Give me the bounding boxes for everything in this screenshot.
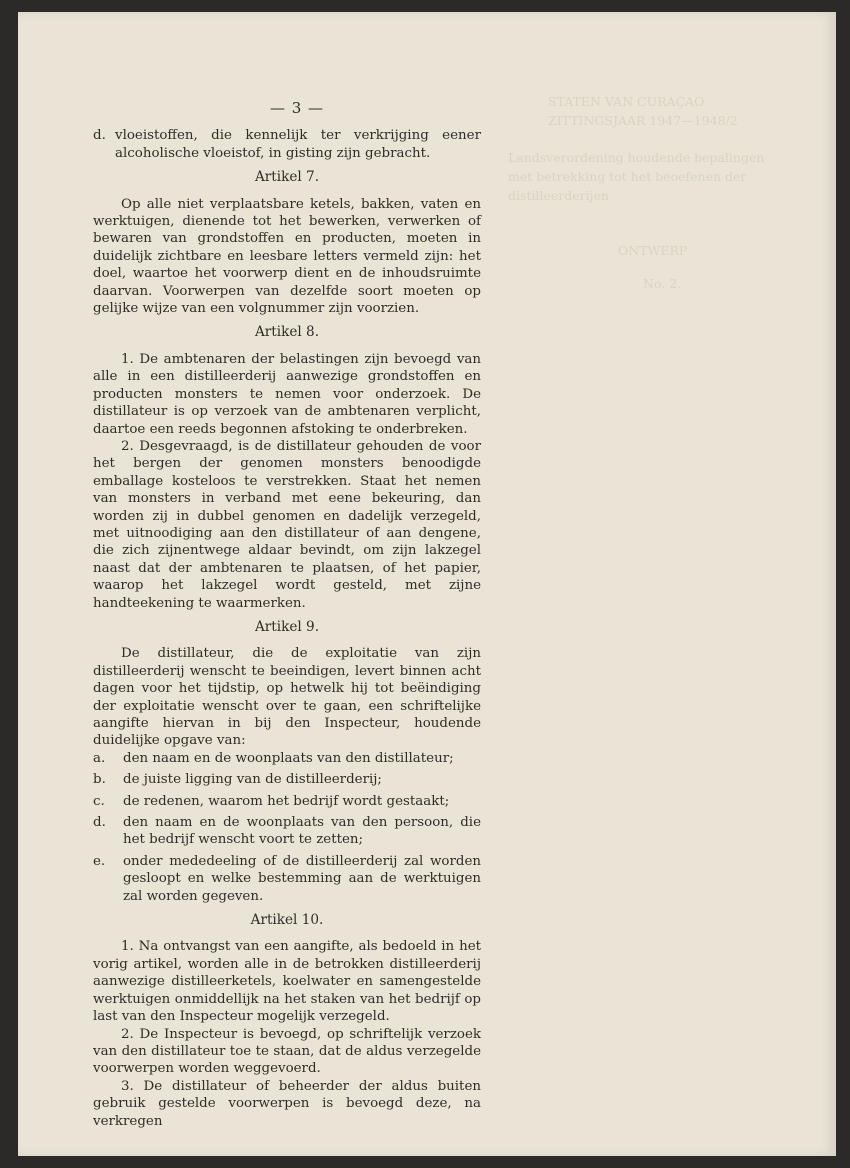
- article-paragraph: 2. Desgevraagd, is de distillateur gehouden de voor het bergen der genomen monsters benoodigde emballage kosteloos te verstrekken. Staat het nemen van monsters in verband met eene bekeuring, dan worden zij in dubbel genomen en dadelijk verzegeld, met uitnoodiging aan den distillateur of aan dengene, die zich zijnentwege aldaar bevindt, om zijn lakzegel naast dat der ambtenaren te plaatsen, of het papier, waarop het lakzegel wordt gesteld, met zijne handteekening te waarmerken.: [93, 438, 481, 611]
- page-number: — 3 —: [269, 99, 325, 117]
- item-label: d.: [93, 815, 106, 831]
- bleed-through-text: [508, 92, 828, 293]
- bleed-line: met betrekking tot het beoefenen der: [508, 169, 747, 184]
- bleed-line: ONTWERP: [618, 243, 688, 258]
- article-paragraph: 1. Na ontvangst van een aangifte, als bedoeld in het vorig artikel, worden alle in de betrokken distilleerderij aanwezige distilleerketels, koelwater en samengestelde werktuigen onmiddellijk na het staken van het bedrijf op last van den Inspecteur mogelijk verzegeld.: [93, 939, 481, 1025]
- document-sheet: [18, 12, 836, 1156]
- list-item: [93, 127, 481, 162]
- list-item: [93, 853, 481, 905]
- bleed-line: distilleerderijen: [508, 188, 609, 203]
- list-item: [93, 750, 481, 767]
- item-text: den naam en de woonplaats van den distillateur;: [123, 750, 454, 766]
- article-paragraph: 1. De ambtenaren der belastingen zijn bevoegd van alle in een distilleerderij aanwezige grondstoffen en producten monsters te nemen voor onderzoek. De distillateur is op verzoek van de ambtenaren verplicht, daartoe een reeds begonnen afstoking te onderbreken.: [93, 351, 481, 437]
- item-label: b.: [93, 772, 106, 788]
- item-text: de redenen, waarom het bedrijf wordt gestaakt;: [123, 793, 450, 809]
- item-text: de juiste ligging van de distilleerderij;: [123, 772, 382, 788]
- item-label: a.: [93, 750, 106, 766]
- item-text: vloeistoffen, die kennelijk ter verkrijging eener alcoholische vloeistof, in gisting zijn gebracht.: [115, 128, 481, 161]
- article-paragraph: 3. De distillateur of beheerder der aldus buiten gebruik gestelde voorwerpen is bevoegd deze, na verkregen: [93, 1078, 481, 1129]
- article-paragraph: De distillateur, die de exploitatie van zijn distilleerderij wenscht te beeindigen, levert binnen acht dagen voor het tijdstip, op hetwelk hij tot beëindiging der exploitatie wenscht over te gaan, een schriftelijke aangifte hiervan in bij den Inspecteur, houdende duidelijke opgave van:: [93, 646, 481, 749]
- item-text: den naam en de woonplaats van den persoon, die het bedrijf wenscht voort te zetten;: [123, 815, 481, 848]
- article-paragraph: 2. De Inspecteur is bevoegd, op schriftelijk verzoek van den distillateur toe te staan, dat de aldus verzegelde voorwerpen worden weggevoerd.: [93, 1026, 481, 1077]
- list-item: [93, 814, 481, 849]
- bleed-line: Landsverordening houdende bepalingen: [508, 150, 765, 165]
- item-text: onder mededeeling of de distilleerderij zal worden gesloopt en welke bestemming aan de werktuigen zal worden gegeven.: [123, 853, 481, 904]
- item-label: c.: [93, 793, 105, 809]
- page-content: [93, 100, 481, 1130]
- list-item: [93, 793, 481, 810]
- item-label: d.: [93, 128, 106, 144]
- bleed-line: STATEN VAN CURAÇAO: [548, 94, 705, 109]
- bleed-line: No. 2.: [643, 276, 682, 291]
- article-heading: Artikel 10.: [250, 912, 324, 929]
- item-label: e.: [93, 853, 106, 869]
- article-heading: Artikel 9.: [254, 618, 320, 635]
- list-item: [93, 771, 481, 788]
- article-heading: Artikel 8.: [254, 324, 320, 341]
- bleed-line: ZITTINGSJAAR 1947—1948/2: [548, 113, 738, 128]
- article-paragraph: Op alle niet verplaatsbare ketels, bakken, vaten en werktuigen, dienende tot het bewerken, verwerken of bewaren van grondstoffen en producten, moeten in duidelijk zichtbare en leesbare letters vermeld zijn: het doel, waartoe het voorwerp dient en de inhoudsruimte daarvan. Voorwerpen van dezelfde soort moeten op gelijke wijze van een volgnummer zijn voorzien.: [93, 196, 481, 317]
- article-heading: Artikel 7.: [254, 169, 320, 186]
